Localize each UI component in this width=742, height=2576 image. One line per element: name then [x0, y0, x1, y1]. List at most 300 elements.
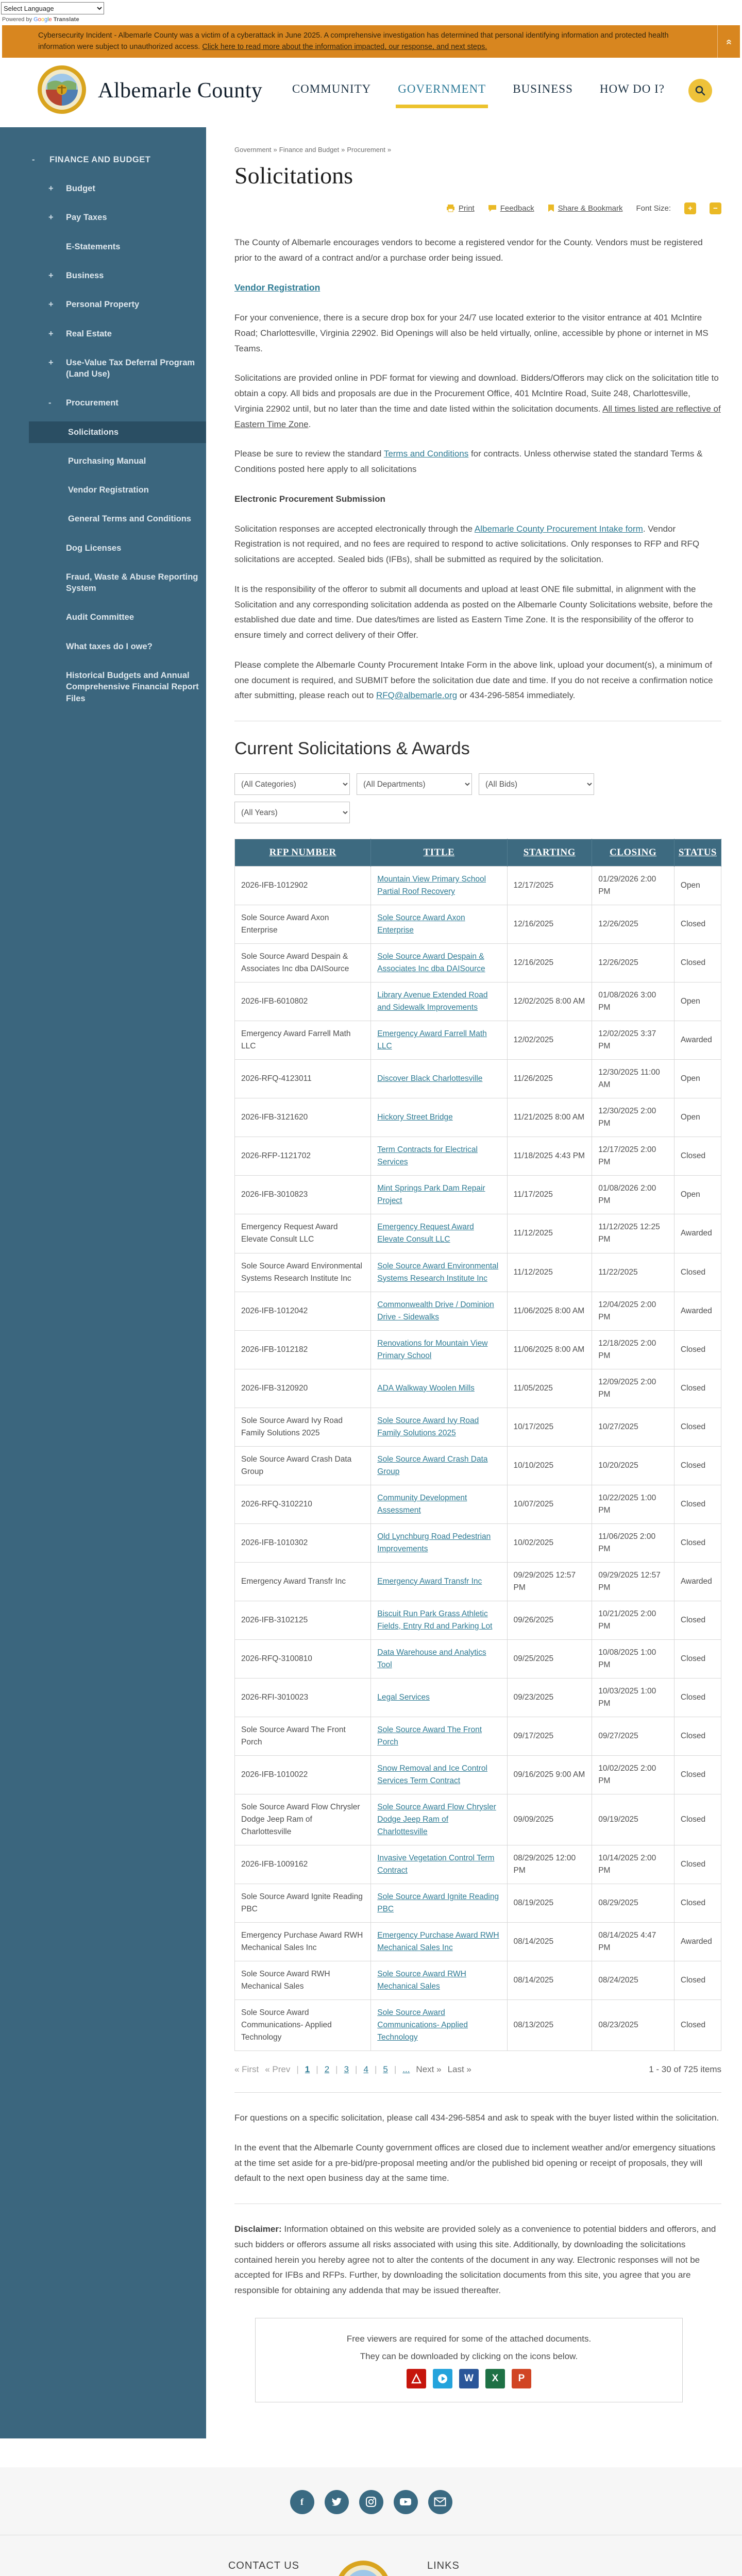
- intro-paragraphs: [234, 235, 721, 703]
- font-size-label: Font Size:: [636, 204, 671, 213]
- collapse-icon[interactable]: -: [32, 155, 35, 164]
- sidebar-item-label: Purchasing Manual: [68, 456, 146, 466]
- column-header-label: STATUS: [678, 847, 717, 858]
- rfp-number-cell: Sole Source Award Flow Chrysler Dodge Jeep Ram of Charlottesville: [235, 1794, 371, 1845]
- pagination-page-5[interactable]: 5: [383, 2064, 388, 2075]
- sidebar-item-dog-licenses[interactable]: [0, 537, 206, 559]
- table-row: [235, 1523, 721, 1562]
- starting-cell: 08/14/2025: [507, 1961, 592, 2000]
- rfp-number-cell: 2026-RFI-3010023: [235, 1678, 371, 1717]
- table-row: [235, 1755, 721, 1794]
- starting-cell: 11/21/2025 8:00 AM: [507, 1098, 592, 1137]
- post-table-paragraphs: [234, 2110, 721, 2186]
- pagination-page-2[interactable]: 2: [324, 2064, 330, 2075]
- table-row: [235, 1485, 721, 1523]
- solicitation-title-link[interactable]: Invasive Vegetation Control Term Contract: [377, 1853, 495, 1875]
- solicitation-title-link[interactable]: Sole Source Award Crash Data Group: [377, 1454, 488, 1476]
- word-icon[interactable]: W: [459, 2369, 479, 2388]
- solicitation-title-link[interactable]: Hickory Street Bridge: [377, 1113, 453, 1122]
- language-select[interactable]: [1, 2, 104, 14]
- rfp-number-cell: Sole Source Award Crash Data Group: [235, 1446, 371, 1485]
- links-heading: LINKS: [427, 2560, 460, 2571]
- inline-link-albemarle-county-procurement-intake-form[interactable]: Albemarle County Procurement Intake form: [474, 523, 643, 534]
- table-row: [235, 905, 721, 944]
- rfp-number-cell: Sole Source Award Axon Enterprise: [235, 905, 371, 944]
- table-row: [235, 1253, 721, 1292]
- print-icon: [446, 204, 455, 212]
- print-link[interactable]: [446, 204, 475, 213]
- table-row: [235, 1021, 721, 1060]
- rfp-number-cell: Sole Source Award Ignite Reading PBC: [235, 1884, 371, 1923]
- inline-link-vendor-registration[interactable]: Vendor Registration: [234, 282, 321, 293]
- inline-link-all-times-listed-are-reflective-of-easte[interactable]: All times listed are reflective of Eastern Time Zone: [234, 403, 721, 429]
- title-cell: [371, 1098, 507, 1137]
- powerpoint-icon[interactable]: P: [512, 2369, 531, 2388]
- title-cell: [371, 867, 507, 905]
- sidebar-item-budget[interactable]: [0, 178, 206, 199]
- closing-cell: 12/17/2025 2:00 PM: [592, 1137, 674, 1176]
- sidebar-item-real-estate[interactable]: [0, 323, 206, 345]
- closing-cell: 10/21/2025 2:00 PM: [592, 1601, 674, 1639]
- feedback-label: Feedback: [500, 204, 534, 213]
- solicitation-title-link[interactable]: Sole Source Award Ignite Reading PBC: [377, 1892, 499, 1914]
- page-actions: [234, 202, 721, 214]
- starting-cell: 08/14/2025: [507, 1923, 592, 1961]
- facebook-icon[interactable]: [290, 2490, 314, 2514]
- expand-icon[interactable]: +: [48, 184, 54, 194]
- starting-cell: 09/26/2025: [507, 1601, 592, 1639]
- table-row: [235, 1601, 721, 1639]
- windows-media-player-icon[interactable]: [433, 2369, 452, 2388]
- rfp-number-cell: Sole Source Award Communications- Applied Technology: [235, 2000, 371, 2051]
- rfp-number-cell: Emergency Request Award Elevate Consult LLC: [235, 1214, 371, 1253]
- title-cell: [371, 1408, 507, 1446]
- rfp-number-cell: 2026-IFB-6010802: [235, 982, 371, 1021]
- nav-item-business[interactable]: BUSINESS: [513, 82, 573, 96]
- starting-cell: 12/16/2025: [507, 944, 592, 982]
- sidebar-item-e-statements[interactable]: [0, 236, 206, 258]
- breadcrumb-link-finance-and-budget[interactable]: Finance and Budget: [279, 145, 340, 154]
- sidebar-item-personal-property[interactable]: [0, 294, 206, 315]
- closing-cell: 10/08/2025 1:00 PM: [592, 1639, 674, 1678]
- starting-cell: 08/19/2025: [507, 1884, 592, 1923]
- sidebar-item-label: FINANCE AND BUDGET: [49, 155, 151, 164]
- title-cell: [371, 1923, 507, 1961]
- sidebar-item-label: Dog Licenses: [66, 543, 122, 553]
- rfp-number-cell: 2026-RFQ-4123011: [235, 1060, 371, 1098]
- body-paragraph: [234, 280, 721, 296]
- solicitation-title-link[interactable]: Sole Source Award Despain & Associates Inc dba DAISource: [377, 952, 485, 974]
- starting-cell: 12/16/2025: [507, 905, 592, 944]
- title-cell: [371, 1562, 507, 1601]
- rfp-number-cell: 2026-IFB-1012902: [235, 867, 371, 905]
- sidebar-item-historical-budgets-and-annual-comprehensive-financial-report-files[interactable]: [0, 665, 206, 709]
- pagination-page-3[interactable]: 3: [344, 2064, 349, 2075]
- pagination: [234, 2064, 721, 2075]
- status-cell: Closed: [674, 2000, 721, 2051]
- rfp-number-cell: 2026-IFB-3102125: [235, 1601, 371, 1639]
- starting-cell: 11/06/2025 8:00 AM: [507, 1292, 592, 1330]
- column-header-rfp-number[interactable]: [235, 839, 371, 867]
- disclaimer-paragraph: [234, 2222, 721, 2298]
- disclaimer-label: Disclaimer:: [234, 2224, 282, 2234]
- status-cell: Closed: [674, 1523, 721, 1562]
- status-cell: Closed: [674, 1601, 721, 1639]
- table-row: [235, 867, 721, 905]
- starting-cell: 11/12/2025: [507, 1253, 592, 1292]
- body-paragraph: Please be sure to review the standard Terms and Conditions for contracts. Unless otherwise stated the standard Terms & Conditions posted here apply to all solicitations: [234, 449, 703, 474]
- email-icon[interactable]: [428, 2490, 452, 2514]
- inline-link-terms-and-conditions[interactable]: Terms and Conditions: [383, 449, 469, 459]
- sidebar-item-fraud-waste-abuse-reporting-system[interactable]: [0, 566, 206, 600]
- rfp-number-cell: 2026-IFB-3010823: [235, 1176, 371, 1214]
- solicitation-title-link[interactable]: Sole Source Award The Front Porch: [377, 1725, 482, 1747]
- bold-text: Electronic Procurement Submission: [234, 494, 385, 504]
- solicitation-title-link[interactable]: ADA Walkway Woolen Mills: [377, 1383, 475, 1393]
- status-cell: Open: [674, 1176, 721, 1214]
- table-row: [235, 1292, 721, 1330]
- solicitation-title-link[interactable]: Data Warehouse and Analytics Tool: [377, 1648, 486, 1669]
- table-row: [235, 1923, 721, 1961]
- rfp-number-cell: Sole Source Award RWH Mechanical Sales: [235, 1961, 371, 2000]
- expand-icon[interactable]: +: [48, 300, 54, 310]
- feedback-link[interactable]: [488, 204, 534, 213]
- table-row: [235, 1794, 721, 1845]
- status-cell: Closed: [674, 1794, 721, 1845]
- title-cell: [371, 1446, 507, 1485]
- adobe-reader-icon[interactable]: [407, 2369, 426, 2388]
- starting-cell: 09/16/2025 9:00 AM: [507, 1755, 592, 1794]
- solicitation-title-link[interactable]: Term Contracts for Electrical Services: [377, 1145, 478, 1167]
- feedback-icon: [488, 205, 497, 212]
- starting-cell: 10/02/2025: [507, 1523, 592, 1562]
- column-header-label: STARTING: [523, 847, 576, 858]
- sidebar-item-purchasing-manual[interactable]: [0, 450, 206, 472]
- closing-cell: 10/02/2025 2:00 PM: [592, 1755, 674, 1794]
- sidebar-item-audit-committee[interactable]: [0, 606, 206, 628]
- footer-links: [427, 2560, 597, 2576]
- body-paragraph: In the event that the Albemarle County government offices are closed due to inclement weather and/or emergency situations at the time set aside for a pre-bid/pre-proposal meeting and/or the published bid opening or receipt of proposals, they will default to the next open business day at the same time.: [234, 2142, 716, 2183]
- pagination-pipe: |: [296, 2064, 299, 2075]
- title-cell: [371, 1060, 507, 1098]
- sidebar-item-label: Vendor Registration: [68, 485, 149, 495]
- breadcrumb-separator: »: [341, 145, 345, 154]
- sidebar-item-label: Historical Budgets and Annual Comprehensive Financial Report Files: [66, 670, 199, 703]
- starting-cell: 10/10/2025: [507, 1446, 592, 1485]
- filter-bids[interactable]: [479, 773, 594, 795]
- status-cell: Closed: [674, 944, 721, 982]
- sidebar-item-general-terms-and-conditions[interactable]: [0, 508, 206, 530]
- closing-cell: 10/14/2025 2:00 PM: [592, 1845, 674, 1884]
- table-row: [235, 1214, 721, 1253]
- closing-cell: 12/30/2025 2:00 PM: [592, 1098, 674, 1137]
- body-paragraph: It is the responsibility of the offeror to submit all documents and upload at least ONE file submittal, in alignment with the Solicitation and any corresponding solicitation addenda as posted on the Albemarle County Solicitations website, before the established due date and time. Due dates/times are listed as Eastern Time Zone. It is the responsibility of the offeror to ensure timely and correct delivery of their Offer.: [234, 584, 713, 640]
- column-header-starting[interactable]: [507, 839, 592, 867]
- closing-cell: 12/09/2025 2:00 PM: [592, 1369, 674, 1408]
- solicitations-section-title: Current Solicitations & Awards: [234, 739, 470, 759]
- free-viewers-box: [255, 2318, 683, 2402]
- title-cell: [371, 1884, 507, 1923]
- sidebar-item-use-value-tax-deferral-program-land-use[interactable]: [0, 352, 206, 385]
- table-row: [235, 1408, 721, 1446]
- pagination-pipe: |: [394, 2064, 397, 2075]
- title-cell: [371, 1137, 507, 1176]
- site-header: [0, 58, 742, 127]
- solicitation-title-link[interactable]: Legal Services: [377, 1692, 430, 1702]
- solicitations-table: [234, 839, 721, 2051]
- filter-departments[interactable]: [357, 773, 472, 795]
- viewers-line2: They can be downloaded by clicking on the icons below.: [360, 2351, 578, 2361]
- rfp-number-cell: 2026-IFB-1010302: [235, 1523, 371, 1562]
- filter-categories[interactable]: [234, 773, 350, 795]
- rfp-number-cell: Sole Source Award Despain & Associates Inc dba DAISource: [235, 944, 371, 982]
- county-seal-logo: [37, 65, 87, 117]
- collapse-icon[interactable]: -: [48, 398, 52, 408]
- sidebar-item-pay-taxes[interactable]: [0, 207, 206, 228]
- alert-read-more-link[interactable]: Click here to read more about the information impacted, our response, and next steps.: [202, 43, 487, 52]
- solicitation-title-link[interactable]: Sole Source Award RWH Mechanical Sales: [377, 1970, 466, 1991]
- title-cell: [371, 1755, 507, 1794]
- title-cell: [371, 944, 507, 982]
- table-row: [235, 1369, 721, 1408]
- body-paragraph: Please complete the Albemarle County Procurement Intake Form in the above link, upload your document(s), a minimum of one document is required, and SUBMIT before the solicitation due date and time. If you do not receive a confirmation notice after submitting, please reach out to RFQ@albemarle.org or 434-296-5854 immediately.: [234, 659, 713, 701]
- sidebar-item-label: Budget: [66, 184, 95, 194]
- solicitation-title-link[interactable]: Mint Springs Park Dam Repair Project: [377, 1184, 485, 1206]
- table-row: [235, 1098, 721, 1137]
- nav-item-government[interactable]: GOVERNMENT: [398, 82, 486, 99]
- rfp-number-cell: 2026-IFB-1010022: [235, 1755, 371, 1794]
- sidebar-item-procurement[interactable]: [0, 392, 206, 414]
- breadcrumb-link-government[interactable]: Government: [234, 145, 272, 154]
- pagination-next[interactable]: Next »: [416, 2064, 442, 2075]
- starting-cell: 11/26/2025: [507, 1060, 592, 1098]
- status-cell: Awarded: [674, 1292, 721, 1330]
- status-cell: Awarded: [674, 1021, 721, 1060]
- closing-cell: 12/04/2025 2:00 PM: [592, 1292, 674, 1330]
- sidebar-item-solicitations[interactable]: [29, 421, 206, 443]
- solicitation-title-link[interactable]: Mountain View Primary School Partial Roof Recovery: [377, 875, 486, 896]
- main-content: [206, 127, 742, 2438]
- rfp-number-cell: 2026-IFB-1009162: [235, 1845, 371, 1884]
- solicitation-title-link[interactable]: Emergency Award Transfr Inc: [377, 1577, 482, 1586]
- font-size-decrease-button[interactable]: −: [710, 202, 721, 214]
- pagination-page-1[interactable]: 1: [305, 2064, 310, 2075]
- sidebar-nav: [0, 127, 206, 2438]
- instagram-icon[interactable]: [359, 2490, 383, 2514]
- twitter-icon[interactable]: [325, 2490, 349, 2514]
- divider: [234, 2092, 721, 2093]
- pagination-pipe: |: [316, 2064, 318, 2075]
- closing-cell: 11/12/2025 12:25 PM: [592, 1214, 674, 1253]
- sidebar-item-label: Fraud, Waste & Abuse Reporting System: [66, 572, 198, 594]
- sidebar-item-label: What taxes do I owe?: [66, 641, 153, 651]
- table-row: [235, 1884, 721, 1923]
- closing-cell: 08/14/2025 4:47 PM: [592, 1923, 674, 1961]
- google-logo: Google: [33, 16, 52, 23]
- status-cell: Closed: [674, 1845, 721, 1884]
- sidebar-item-label: General Terms and Conditions: [68, 514, 191, 524]
- page-title: Solicitations: [234, 162, 353, 189]
- title-cell: [371, 1214, 507, 1253]
- closing-cell: 09/29/2025 12:57 PM: [592, 1562, 674, 1601]
- starting-cell: 12/02/2025: [507, 1021, 592, 1060]
- solicitation-title-link[interactable]: Community Development Assessment: [377, 1493, 467, 1515]
- body-paragraph: For questions on a specific solicitation, please call 434-296-5854 and ask to speak with the buyer listed within the solicitation.: [234, 2113, 719, 2123]
- status-cell: Closed: [674, 1253, 721, 1292]
- closing-cell: 08/23/2025: [592, 2000, 674, 2051]
- sidebar-item-finance-and-budget[interactable]: [0, 149, 206, 171]
- nav-item-community[interactable]: COMMUNITY: [292, 82, 372, 96]
- status-cell: Closed: [674, 905, 721, 944]
- search-button[interactable]: [688, 79, 712, 103]
- table-row: [235, 1060, 721, 1098]
- status-cell: Closed: [674, 1137, 721, 1176]
- column-header-status[interactable]: [674, 839, 721, 867]
- share-bookmark-link[interactable]: [548, 204, 623, 213]
- svg-text:f: f: [300, 2497, 303, 2507]
- sidebar-item-label: Solicitations: [68, 427, 119, 437]
- starting-cell: 09/17/2025: [507, 1717, 592, 1755]
- closing-cell: 12/26/2025: [592, 905, 674, 944]
- search-icon: [695, 85, 706, 96]
- starting-cell: 10/07/2025: [507, 1485, 592, 1523]
- status-cell: Closed: [674, 1485, 721, 1523]
- rfp-number-cell: 2026-RFP-1121702: [235, 1137, 371, 1176]
- status-cell: Closed: [674, 1717, 721, 1755]
- table-row: [235, 1639, 721, 1678]
- status-cell: Open: [674, 867, 721, 905]
- solicitation-title-link[interactable]: Old Lynchburg Road Pedestrian Improvements: [377, 1532, 491, 1553]
- rfp-number-cell: 2026-IFB-1012042: [235, 1292, 371, 1330]
- closing-cell: 12/02/2025 3:37 PM: [592, 1021, 674, 1060]
- rfp-number-cell: Sole Source Award Environmental Systems Research Institute Inc: [235, 1253, 371, 1292]
- status-cell: Closed: [674, 1884, 721, 1923]
- solicitation-title-link[interactable]: Discover Black Charlottesville: [377, 1074, 483, 1083]
- title-cell: [371, 1253, 507, 1292]
- closing-cell: 01/08/2026 3:00 PM: [592, 982, 674, 1021]
- pagination-pipe: |: [355, 2064, 358, 2075]
- closing-cell: 01/08/2026 2:00 PM: [592, 1176, 674, 1214]
- pagination-last[interactable]: Last »: [447, 2064, 471, 2075]
- table-row: [235, 982, 721, 1021]
- bookmark-icon: [548, 204, 554, 212]
- sidebar-item-label: Real Estate: [66, 329, 112, 338]
- title-cell: [371, 1330, 507, 1369]
- translate-text: Translate: [53, 16, 79, 23]
- solicitation-title-link[interactable]: Commonwealth Drive / Dominion Drive - Sidewalks: [377, 1300, 494, 1321]
- solicitation-title-link[interactable]: Sole Source Award Flow Chrysler Dodge Jeep Ram of Charlottesville: [377, 1802, 496, 1836]
- column-header-title[interactable]: [371, 839, 507, 867]
- closing-cell: 08/24/2025: [592, 1961, 674, 2000]
- pagination-first[interactable]: « First: [234, 2064, 259, 2075]
- disclaimer-text: Information obtained on this website are provided solely as a convenience to potential bidders and offerors, and such bidders or offerors assume all risks associated with using this site. Additionally, by downloading the solicitations contained herein you hereby agree not to alter the contents of the document in any way. Electronic responses will not be accepted for IFBs and RFPs. Further, by downloading the solicitation documents from this site, you agree that you are responsible for obtaining any addenda that may be issued thereafter.: [234, 2224, 716, 2296]
- expand-icon[interactable]: +: [48, 213, 54, 223]
- youtube-icon[interactable]: [394, 2490, 418, 2514]
- title-cell: [371, 2000, 507, 2051]
- starting-cell: 10/17/2025: [507, 1408, 592, 1446]
- rfp-number-cell: Sole Source Award Ivy Road Family Solutions 2025: [235, 1408, 371, 1446]
- sidebar-item-label: Use-Value Tax Deferral Program (Land Use): [66, 358, 195, 379]
- solicitation-title-link[interactable]: Sole Source Award Environmental Systems Research Institute Inc: [377, 1261, 499, 1283]
- starting-cell: 12/17/2025: [507, 867, 592, 905]
- sidebar-item-what-taxes-do-i-owe[interactable]: [0, 636, 206, 657]
- column-header-closing[interactable]: [592, 839, 674, 867]
- inline-link-rfq-albemarle-org[interactable]: RFQ@albemarle.org: [376, 690, 458, 701]
- solicitation-title-link[interactable]: Emergency Purchase Award RWH Mechanical Sales Inc: [377, 1931, 499, 1953]
- solicitation-title-link[interactable]: Emergency Award Farrell Math LLC: [377, 1029, 487, 1051]
- table-row: [235, 1137, 721, 1176]
- solicitation-title-link[interactable]: Library Avenue Extended Road and Sidewalk Improvements: [377, 991, 488, 1012]
- status-cell: Closed: [674, 1369, 721, 1408]
- expand-icon[interactable]: +: [48, 329, 54, 338]
- title-cell: [371, 905, 507, 944]
- table-row: [235, 944, 721, 982]
- table-row: [235, 1717, 721, 1755]
- title-cell: [371, 1961, 507, 2000]
- title-cell: [371, 1369, 507, 1408]
- solicitation-title-link[interactable]: Biscuit Run Park Grass Athletic Fields, Entry Rd and Parking Lot: [377, 1609, 493, 1631]
- solicitation-title-link[interactable]: Sole Source Award Communications- Applied Technology: [377, 2008, 468, 2042]
- pagination-page-[interactable]: ...: [402, 2064, 410, 2075]
- solicitation-title-link[interactable]: Emergency Request Award Elevate Consult LLC: [377, 1223, 474, 1244]
- status-cell: Closed: [674, 1961, 721, 2000]
- rfp-number-cell: Emergency Purchase Award RWH Mechanical Sales Inc: [235, 1923, 371, 1961]
- title-cell: [371, 982, 507, 1021]
- sidebar-item-vendor-registration[interactable]: [0, 479, 206, 501]
- status-cell: Awarded: [674, 1562, 721, 1601]
- column-header-label: TITLE: [423, 847, 455, 858]
- font-size-increase-button[interactable]: +: [684, 202, 696, 214]
- expand-icon[interactable]: +: [48, 358, 54, 367]
- excel-icon[interactable]: X: [485, 2369, 505, 2388]
- chevron-up-icon: «: [723, 39, 735, 44]
- breadcrumb-link-procurement[interactable]: Procurement: [347, 145, 385, 154]
- rfp-number-cell: 2026-IFB-1012182: [235, 1330, 371, 1369]
- starting-cell: 11/18/2025 4:43 PM: [507, 1137, 592, 1176]
- pagination-summary: 1 - 30 of 725 items: [649, 2064, 721, 2075]
- solicitation-title-link[interactable]: Renovations for Mountain View Primary School: [377, 1338, 488, 1360]
- sidebar-item-business[interactable]: [0, 265, 206, 286]
- rfp-number-cell: Emergency Award Farrell Math LLC: [235, 1021, 371, 1060]
- expand-icon[interactable]: +: [48, 271, 54, 280]
- status-cell: Awarded: [674, 1214, 721, 1253]
- status-cell: Closed: [674, 1678, 721, 1717]
- closing-cell: 12/30/2025 11:00 AM: [592, 1060, 674, 1098]
- table-row: [235, 1176, 721, 1214]
- pagination-prev[interactable]: « Prev: [265, 2064, 291, 2075]
- sidebar-item-label: E-Statements: [66, 242, 121, 251]
- site-footer: [0, 2467, 742, 2576]
- solicitation-title-link[interactable]: Sole Source Award Axon Enterprise: [377, 913, 465, 935]
- alert-collapse-button[interactable]: [717, 25, 740, 58]
- google-translate-bar: [0, 0, 742, 25]
- starting-cell: 11/05/2025: [507, 1369, 592, 1408]
- starting-cell: 09/29/2025 12:57 PM: [507, 1562, 592, 1601]
- solicitation-title-link[interactable]: Sole Source Award Ivy Road Family Solutions 2025: [377, 1416, 479, 1437]
- body-paragraph: For your convenience, there is a secure drop box for your 24/7 use located exterior to the visitor entrance at 401 McIntire Road; Charlottesville, Virginia 22902. Bid Openings will also be held virtually, online, accessible by phone or internet in MS Teams.: [234, 313, 709, 353]
- body-paragraph: Solicitations are provided online in PDF format for viewing and download. Bidders/Offerors may click on the solicitation title to obtain a copy. All bids and proposals are due in the Procurement Office, 401 McIntire Road, Suite 248, Charlottesville, Virginia 22902 until, but no later than the time and date listed within the solicitation documents. All times listed are reflective of Eastern Time Zone.: [234, 373, 721, 429]
- body-paragraph: Solicitation responses are accepted electronically through the Albemarle County Procurement Intake form. Vendor Registration is not required, and no fees are required to respond to active solicitations. Only responses to RFP and RFQ solicitations are accepted. Sealed bids (IFBs), shall be submitted as required by the solicitation.: [234, 523, 700, 565]
- closing-cell: 10/27/2025: [592, 1408, 674, 1446]
- table-row: [235, 1845, 721, 1884]
- pagination-page-4[interactable]: 4: [363, 2064, 368, 2075]
- nav-item-how-do-i[interactable]: HOW DO I?: [599, 82, 665, 96]
- filter-years[interactable]: [234, 802, 350, 823]
- rfp-number-cell: Emergency Award Transfr Inc: [235, 1562, 371, 1601]
- solicitation-title-link[interactable]: Snow Removal and Ice Control Services Term Contract: [377, 1764, 487, 1785]
- title-cell: [371, 1794, 507, 1845]
- body-paragraph: The County of Albemarle encourages vendors to become a registered vendor for the County. Vendors must be registered prior to the award of a contract and/or a purchase order being issued.: [234, 237, 703, 263]
